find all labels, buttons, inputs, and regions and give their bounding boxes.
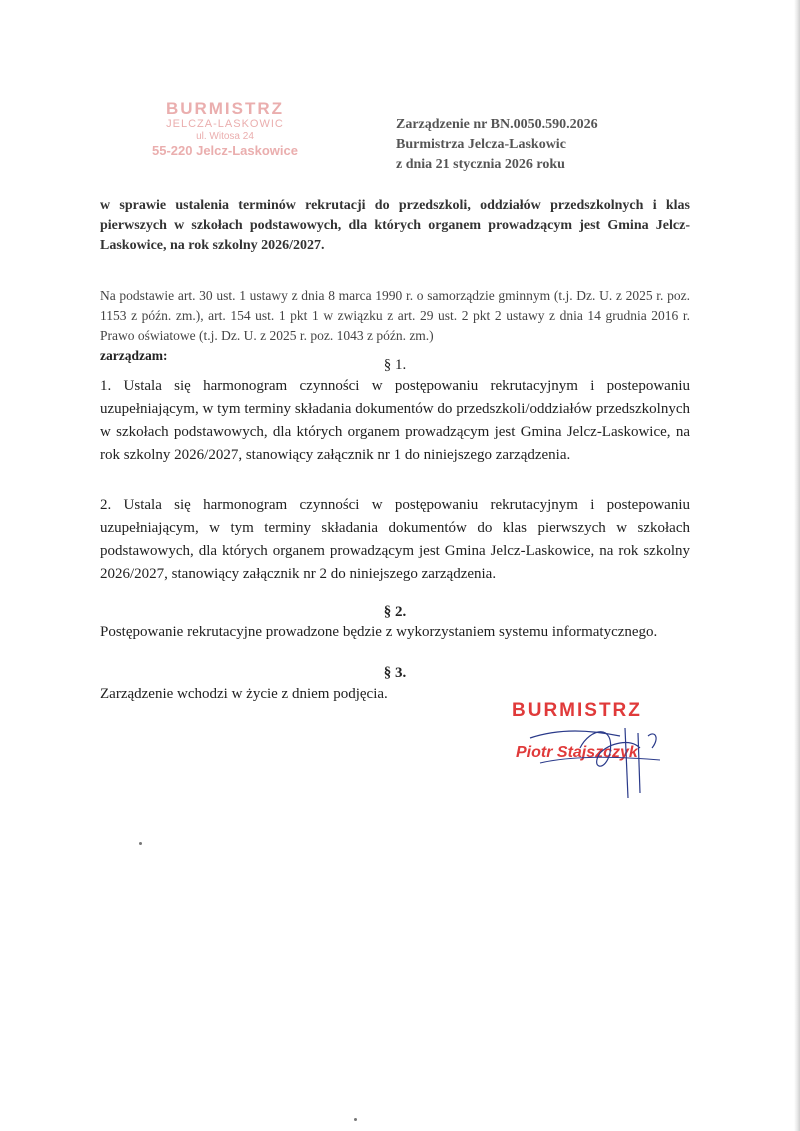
handwritten-signature <box>520 708 680 808</box>
page-edge-shadow <box>794 0 800 1131</box>
section-1-paragraph-2: 2. Ustala się harmonogram czynności w postępowaniu rekrutacyjnym i postepowaniu uzupełniającym, w tym terminy składania dokumentów do klas pierwszych w szkołach podstawowych, dla których organem prowadzącym jest Gmina Jelcz-Laskowice, na rok szkolny 2026/2027, stanowiący załącznik nr 2 do niniejszego zarządzenia. <box>100 497 690 582</box>
section-1-paragraph-1: 1. Ustala się harmonogram czynności w postępowaniu rekrutacyjnym i postepowaniu uzupełniającym, w tym terminy składania dokumentów do przedszkoli/oddziałów przedszkolnych w szkołach podstawowych, dla których organem prowadzącym jest Gmina Jelcz-Laskowice, na rok szkolny 2026/2027, stanowiący załącznik nr 1 do niniejszego zarządzenia. <box>100 378 690 463</box>
scan-speck <box>354 1118 357 1121</box>
decree-header <box>396 115 696 175</box>
section-3-title: § 3. <box>383 665 407 681</box>
decree-date: z dnia 21 stycznia 2026 roku <box>396 157 565 172</box>
section-1-title: § 1. <box>383 357 407 373</box>
office-stamp-faded <box>120 100 330 170</box>
scan-speck <box>139 842 142 845</box>
section-2-text: Postępowanie rekrutacyjne prowadzone będzie z wykorzystaniem systemu informatycznego. <box>100 624 658 640</box>
signature-stamp-title: BURMISTRZ <box>512 700 642 721</box>
decree-subject: w sprawie ustalenia terminów rekrutacji do przedszkoli, oddziałów przedszkolnych i klas pierwszych w szkołach podstawowych, dla których organem prowadzącym jest Gmina Jelcz-Laskowice, na rok szkolny 2026/2027. <box>100 198 690 253</box>
decree-word: zarządzam: <box>100 348 168 363</box>
legal-basis <box>100 286 690 366</box>
stamp-line-1: BURMISTRZ <box>165 99 285 118</box>
section-3-text: Zarządzenie wchodzi w życie z dniem podjęcia. <box>100 686 388 702</box>
stamp-line-4: 55-220 Jelcz-Laskowice <box>152 143 298 158</box>
legal-basis-text: Na podstawie art. 30 ust. 1 ustawy z dnia 8 marca 1990 r. o samorządzie gminnym (t.j. Dz. U. z 2025 r. poz. 1153 z późn. zm.), art. 154 ust. 1 pkt 1 w związku z art. 29 ust. 2 pkt 2 ustawy z dnia 14 grudnia 2016 r. Prawo oświatowe (t.j. Dz. U. z 2025 r. poz. 1043 z późn. zm.) <box>100 288 690 343</box>
section-2-title: § 2. <box>383 604 407 620</box>
stamp-line-2: JELCZA-LASKOWIC <box>166 118 284 130</box>
decree-issuer: Burmistrza Jelcza-Laskowic <box>396 137 566 152</box>
signature-stamp-name: Piotr Stajszczyk <box>516 744 638 761</box>
decree-number: Zarządzenie nr BN.0050.590.2026 <box>396 117 598 132</box>
stamp-line-3: ul. Witosa 24 <box>196 131 254 142</box>
